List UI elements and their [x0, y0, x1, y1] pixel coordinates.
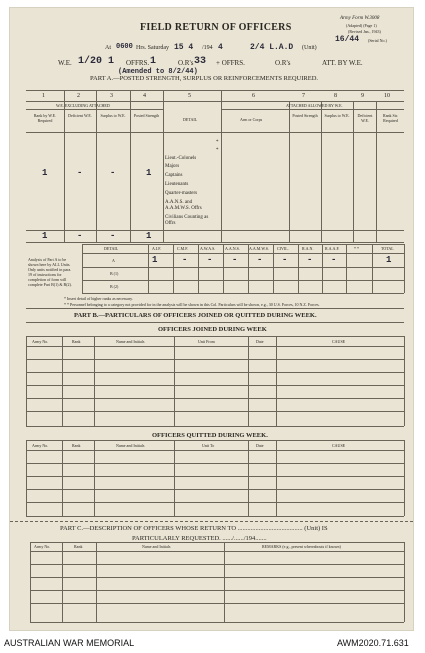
joined-col-name: Name and Initials: [116, 339, 145, 344]
col-number-7: 7: [302, 93, 305, 99]
detail-a-aif: 1: [152, 255, 158, 265]
detail-a-aans: -: [232, 255, 238, 265]
year-label: /194: [202, 45, 213, 51]
joined-col-rank: Rank: [72, 339, 81, 344]
rank-aans-aamws: A.A.N.S. and A.A.M.W.S. Offrs: [165, 200, 202, 211]
col-number-10: 10: [384, 93, 390, 99]
col-number-1: 1: [42, 93, 45, 99]
rank-lieut-colonels: Lieut.-Colonels: [165, 156, 197, 161]
quitted-col-date: Date: [256, 443, 264, 448]
detail-col-awas: A.W.A.S.: [200, 246, 216, 251]
detail-a-aamws: -: [257, 255, 263, 265]
row-value-posted: 1: [146, 168, 152, 178]
hdr-surplus-we: Surplus to W.E.: [100, 113, 126, 118]
detail-col-ran: R.A.N.: [302, 246, 314, 251]
part-b-title: PART B.—PARTICULARS OF OFFICERS JOINED OR QUITTED DURING WEEK.: [74, 312, 317, 319]
detail-col-aif: A.I.F.: [152, 246, 162, 251]
ors-attached-label: O.R's: [275, 59, 291, 67]
total-value-required: 1: [42, 231, 48, 241]
offrs-value: 1: [150, 56, 157, 67]
amended-note: (Amended to 8/2/44): [118, 68, 198, 76]
detail-row-a: A: [112, 258, 115, 263]
joined-col-unit-from: Unit From: [198, 339, 215, 344]
hdr-posted-strength: Posted Strength: [133, 113, 160, 118]
detail-a-civil: -: [282, 255, 288, 265]
col-number-3: 3: [110, 93, 113, 99]
part-c-col-remarks: REMARKS (e.g., present whereabouts if known): [262, 544, 341, 549]
total-value-surplus: -: [110, 231, 116, 241]
army-form-number: Army Form W.3008: [340, 16, 380, 21]
detail-row-b1: B (1): [110, 271, 119, 276]
part-c-table: [30, 542, 404, 624]
attached-allowed-header: ATTACHED ALLOWED BY W.E.: [286, 103, 343, 108]
form-title: FIELD RETURN OF OFFICERS: [140, 22, 292, 33]
hdr-deficient-we: Deficient W.E.: [68, 113, 92, 118]
row-value-surplus: -: [110, 168, 116, 178]
part-c-col-army-no: Army No.: [34, 544, 51, 549]
quitted-col-army-no: Army No.: [32, 443, 49, 448]
col-number-6: 6: [252, 93, 255, 99]
total-value-deficient: -: [77, 231, 83, 241]
part-a-table: 1 2 3 4 5 6 7 8 9 10 W.E. EXCLUDING ATTACHED ATTACHED ALLOWED BY W.E. DETAIL Rank by W.E. Required Deficient W.E. Surplus to W.E. Posted Strength Arm or Corps Posted Strength Surplus to W.E. Deficient W.E. Rank Str. Required * * Lieut.-Colonels Majors Captains Lieutenants Quarter-masters A.A.N.S. and A.A.M.W.S. Offrs Civilians Counting as Offrs 1 - - 1 1 - - 1: [26, 90, 404, 242]
quitted-col-name: Name and Initials: [116, 443, 145, 448]
we-label: W.E.: [58, 59, 72, 67]
perforation-line: [10, 521, 413, 522]
we-excluding-header: W.E. EXCLUDING ATTACHED: [56, 103, 110, 108]
detail-a-awas: -: [207, 255, 213, 265]
detail-header: DETAIL: [183, 117, 198, 122]
detail-a-ran: -: [307, 255, 313, 265]
col-number-9: 9: [361, 93, 364, 99]
part-c-title: PART C.—DESCRIPTION OF OFFICERS WHOSE RETURN TO ........................................ (Unit) IS: [60, 525, 328, 532]
total-value-posted: 1: [146, 231, 152, 241]
serial-label: (Serial No.): [368, 38, 387, 43]
time-value: 0600: [116, 43, 133, 51]
rank-lieutenants: Lieutenants: [165, 182, 189, 187]
part-c-col-rank: Rank: [74, 544, 83, 549]
detail-col-raaf: R.A.A.F.: [325, 246, 340, 251]
date-value: 15 4: [174, 43, 194, 52]
hdr-rank-str-required: Rank Str. Required: [383, 113, 398, 123]
archive-accession-number: AWM2020.71.631: [337, 638, 409, 648]
footnote-other-personnel: * * Personnel belonging to a category not provided for in the analysis will be shown in this Col. Particulars will be shown, e.g., 30 U.S. Forces, 10 N.Z. Forces.: [64, 302, 320, 307]
army-form-revised: (Revised Jan., 1943): [348, 29, 381, 34]
detail-a-total: 1: [386, 255, 392, 265]
joined-table: [26, 336, 404, 428]
we-value: 1/20 1: [78, 56, 115, 67]
rank-majors: Majors: [165, 164, 180, 169]
col-number-5: 5: [188, 93, 191, 99]
joined-col-army-no: Army No.: [32, 339, 49, 344]
footnote-higher-ranks: * Insert detail of higher ranks as necessary.: [64, 296, 133, 301]
unit-label: (Unit): [302, 45, 317, 51]
joined-col-date: Date: [256, 339, 264, 344]
army-form-adapted: (Adapted) (Page 1): [346, 23, 377, 28]
joined-title: OFFICERS JOINED DURING WEEK: [158, 326, 267, 333]
year-value: 4: [218, 43, 223, 52]
offrs-attached-label: + OFFRS.: [216, 59, 245, 67]
rank-quarter-masters: Quarter-masters: [165, 191, 198, 196]
unit-value: 2/4 L.A.D: [250, 43, 294, 52]
analysis-table: [26, 244, 404, 294]
part-a-title: PART A.—POSTED STRENGTH, SURPLUS OR REINFORCEMENTS REQUIRED.: [90, 75, 319, 82]
hdr-right-posted-strength: Posted Strength: [292, 113, 318, 118]
rank-captains: Captains: [165, 173, 183, 178]
quitted-title: OFFICERS QUITTED DURING WEEK.: [152, 432, 268, 439]
detail-a-raaf: -: [331, 255, 337, 265]
hdr-arm-or-corps: Arm or Corps: [240, 117, 263, 122]
part-c-col-name: Name and Initials: [142, 544, 171, 549]
att-by-we-label: ATT. BY W.E.: [322, 59, 363, 67]
row-value-deficient: -: [77, 168, 83, 178]
hdr-rank-required: Rank by W.E. Required: [33, 113, 57, 123]
col-number-8: 8: [334, 93, 337, 99]
rank-civilians: Civilians Counting as Offrs: [165, 215, 209, 226]
col-number-4: 4: [143, 93, 146, 99]
detail-col-other: * *: [354, 246, 359, 251]
detail-a-cmf: -: [182, 255, 188, 265]
form-sheet: [10, 8, 413, 630]
quitted-table: [26, 440, 404, 520]
hdr-right-surplus: Surplus to W.E.: [324, 113, 350, 118]
col-number-2: 2: [77, 93, 80, 99]
quitted-col-rank: Rank: [72, 443, 81, 448]
detail-col-aamws: A.A.M.W.S.: [249, 246, 269, 251]
detail-col-total: TOTAL: [381, 246, 394, 251]
detail-col-civil: CIVIL.: [277, 246, 289, 251]
detail-col-detail: DETAIL: [104, 246, 119, 251]
ors-label: O.R's: [178, 59, 194, 67]
ors-value: 33: [194, 56, 207, 67]
hdr-right-deficient: Deficient W.E.: [357, 113, 373, 123]
hrs-saturday-label: Hrs. Saturday: [136, 45, 169, 51]
detail-row-b2: B (2): [110, 284, 119, 289]
detail-col-aans: A.A.N.S.: [225, 246, 240, 251]
quitted-col-cause: CAUSE: [332, 443, 346, 448]
offrs-label: OFFRS.: [126, 59, 150, 67]
part-c-requested: PARTICULARLY REQUESTED. ....../....../194.......: [132, 535, 267, 542]
row-value-required: 1: [42, 168, 48, 178]
archive-credit: AUSTRALIAN WAR MEMORIAL: [4, 638, 135, 648]
analysis-note: Analysis of Part A to be shown here by ALL Units. Only units notified in para. 19 of instructions for completion of form will complete Part B(1) & B(2).: [28, 257, 72, 287]
serial-value: 16/44: [335, 35, 360, 44]
quitted-col-unit-to: Unit To: [202, 443, 215, 448]
joined-col-cause: CAUSE: [332, 339, 346, 344]
detail-col-cmf: C.M.F.: [177, 246, 189, 251]
at-label: At: [105, 45, 111, 51]
